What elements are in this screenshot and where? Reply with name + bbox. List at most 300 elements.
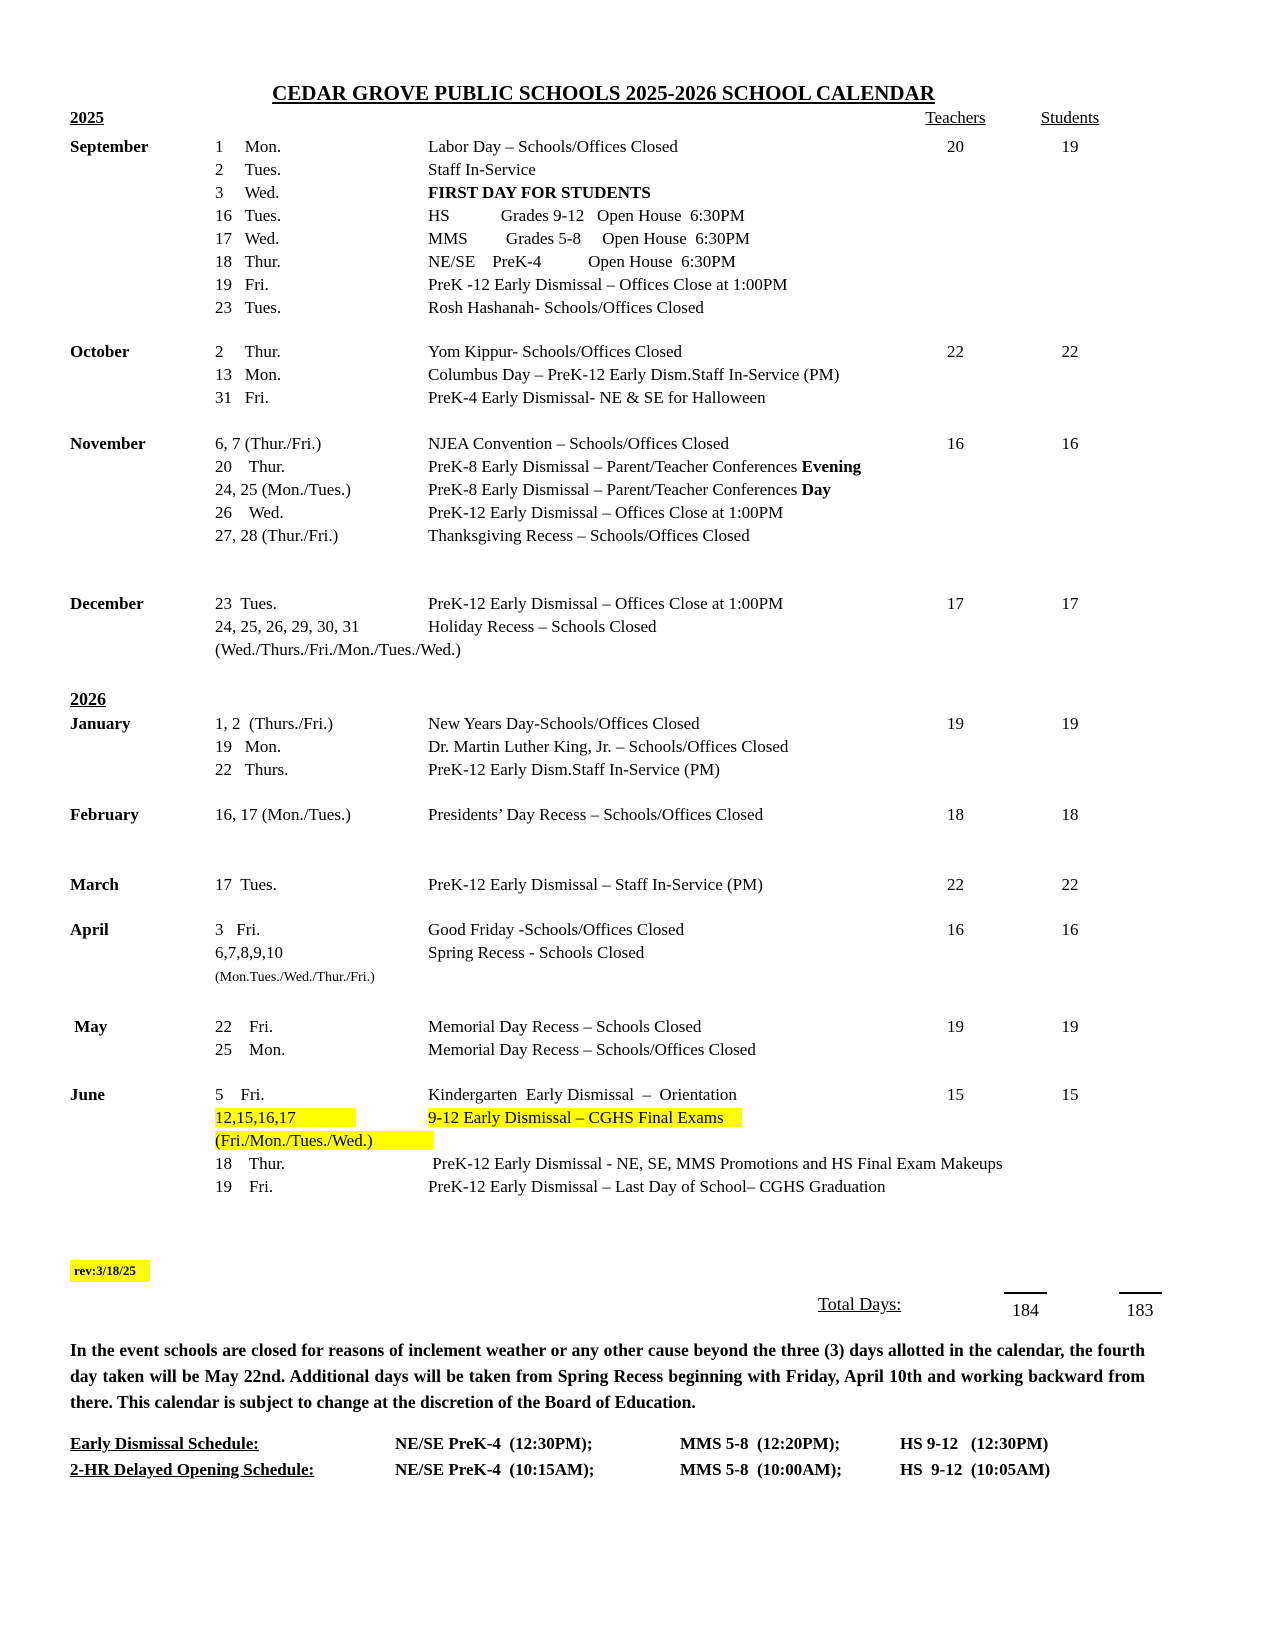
- date-text: 5 Fri.: [215, 1085, 265, 1104]
- calendar-row: [70, 135, 1207, 158]
- event-cell: [428, 918, 908, 941]
- month-label-spacer: [70, 1038, 215, 1061]
- schedule-label-text: 2-HR Delayed Opening Schedule:: [70, 1460, 315, 1479]
- teachers-days-count: 22: [947, 875, 964, 894]
- teachers-days-count: [908, 1175, 1003, 1198]
- students-days-count: [1003, 941, 1137, 964]
- students-days-count: 22: [1061, 875, 1079, 894]
- schedule-hs-time: HS 9-12 (12:30PM): [900, 1434, 1049, 1453]
- students-days-count: [1003, 524, 1137, 547]
- event-text: MMS Grades 5-8 Open House 6:30PM: [428, 229, 751, 248]
- event-text: PreK -12 Early Dismissal – Offices Close at 1:00PM: [428, 275, 788, 294]
- students-days-count: [1003, 181, 1137, 204]
- students-days-count: [1003, 1038, 1137, 1061]
- calendar-row: [70, 181, 1207, 204]
- teachers-days-count: [908, 204, 1003, 227]
- event-text: Kindergarten Early Dismissal – Orientation: [428, 1085, 737, 1104]
- event-cell: [428, 592, 908, 615]
- schedule-label-text: Early Dismissal Schedule:: [70, 1434, 259, 1453]
- total-days-row: [70, 1292, 1207, 1323]
- event-cell: [428, 455, 908, 478]
- teachers-days-count: [908, 386, 1003, 409]
- event-text: FIRST DAY FOR STUDENTS: [428, 183, 651, 202]
- revision-badge: rev:3/18/25: [70, 1260, 150, 1282]
- event-text: NE/SE PreK-4 Open House 6:30PM: [428, 252, 736, 271]
- calendar-row: [70, 1038, 1207, 1061]
- calendar-row: [70, 758, 1207, 781]
- month-label-spacer: [70, 615, 215, 638]
- date-text: (Mon.Tues./Wed./Thur./Fri.): [215, 970, 375, 985]
- date-cell: [215, 227, 428, 250]
- total-days-label: Total Days:: [818, 1294, 902, 1314]
- date-cell: [215, 386, 428, 409]
- date-text: 16, 17 (Mon./Tues.): [215, 805, 351, 824]
- event-cell: [428, 615, 908, 638]
- date-text: 24, 25, 26, 29, 30, 31: [215, 617, 360, 636]
- date-text: 13 Mon.: [215, 365, 282, 384]
- inclement-weather-note: In the event schools are closed for reasons of inclement weather or any other cause beyond the three (3) days allotted in the calendar, the fourth day taken will be May 22nd. Additional days will be taken from Spring Recess beginning with Friday, April 10th and working backward from there. This calendar is subject to change at the discretion of the Board of Education.: [70, 1340, 1145, 1412]
- event-text: PreK-12 Early Dism.Staff In-Service (PM): [428, 760, 720, 779]
- teachers-days-count: [908, 524, 1003, 547]
- teachers-days-count: [908, 227, 1003, 250]
- header-spacer: [428, 106, 908, 129]
- month-label-spacer: [70, 227, 215, 250]
- students-days-count: [1003, 1129, 1137, 1152]
- calendar-row: [70, 501, 1207, 524]
- calendar-row: [70, 638, 1207, 661]
- event-cell: [428, 1175, 908, 1198]
- teachers-days-count: 16: [947, 434, 964, 453]
- teachers-days-count: [908, 1129, 1003, 1152]
- date-cell: [215, 432, 428, 455]
- month-section: [70, 592, 1207, 661]
- teachers-days-count: 19: [947, 714, 964, 733]
- schedule-row: [70, 1431, 1207, 1457]
- year-label-text: 2026: [70, 689, 106, 709]
- month-label: May: [70, 1017, 108, 1036]
- students-column-header: Students: [1040, 108, 1100, 127]
- date-text: 19 Fri.: [215, 1177, 274, 1196]
- students-days-count: [1003, 455, 1137, 478]
- teachers-days-count: [908, 181, 1003, 204]
- schedule-mms-time: MMS 5-8 (10:00AM);: [680, 1460, 842, 1479]
- date-text: 17 Wed.: [215, 229, 280, 248]
- calendar-row: [70, 1152, 1207, 1175]
- date-cell: [215, 340, 428, 363]
- page-title-text: CEDAR GROVE PUBLIC SCHOOLS 2025-2026 SCHOOL CALENDAR: [272, 81, 935, 105]
- calendar-row: [70, 204, 1207, 227]
- students-days-count: [1003, 273, 1137, 296]
- month-section: [70, 135, 1207, 319]
- event-cell: [428, 638, 908, 661]
- date-text: 19 Mon.: [215, 737, 282, 756]
- month-label-spacer: [70, 181, 215, 204]
- date-cell: [215, 1015, 428, 1038]
- date-text: 27, 28 (Thur./Fri.): [215, 526, 339, 545]
- month-section: [70, 918, 1207, 989]
- event-cell: [428, 1015, 908, 1038]
- month-label-spacer: [70, 1129, 215, 1152]
- total-teachers-days: 184: [978, 1292, 1073, 1323]
- month-label: September: [70, 137, 149, 156]
- event-cell: [428, 873, 908, 896]
- event-cell: [428, 478, 908, 501]
- calendar-row: [70, 1015, 1207, 1038]
- date-text: 2 Thur.: [215, 342, 281, 361]
- students-days-count: [1003, 1175, 1137, 1198]
- event-text: New Years Day-Schools/Offices Closed: [428, 714, 700, 733]
- month-label-spacer: [70, 158, 215, 181]
- event-cell: [428, 964, 908, 989]
- month-label-spacer: [70, 386, 215, 409]
- date-text: 6,7,8,9,10: [215, 943, 283, 962]
- event-cell: [428, 250, 908, 273]
- students-days-count: 16: [1061, 920, 1079, 939]
- event-text: 9-12 Early Dismissal – CGHS Final Exams: [428, 1108, 742, 1127]
- page-title: [70, 80, 1137, 106]
- event-text: PreK-12 Early Dismissal – Staff In-Service (PM): [428, 875, 763, 894]
- event-cell: [428, 296, 908, 319]
- month-label-spacer: [70, 478, 215, 501]
- month-label-spacer: [70, 964, 215, 989]
- teachers-days-count: 17: [947, 594, 964, 613]
- calendar-row: [70, 592, 1207, 615]
- month-label-spacer: [70, 1152, 215, 1175]
- revision-line: [70, 1260, 1207, 1282]
- event-text: PreK-8 Early Dismissal – Parent/Teacher Conferences: [428, 480, 802, 499]
- date-cell: [215, 158, 428, 181]
- date-text: 6, 7 (Thur./Fri.): [215, 434, 322, 453]
- calendar-row: [70, 615, 1207, 638]
- event-text: PreK-4 Early Dismissal- NE & SE for Halloween: [428, 388, 766, 407]
- calendar-row: [70, 941, 1207, 964]
- month-label-spacer: [70, 296, 215, 319]
- date-text: 22 Fri.: [215, 1017, 274, 1036]
- month-label-spacer: [70, 501, 215, 524]
- month-label: February: [70, 805, 139, 824]
- month-label: January: [70, 714, 131, 733]
- event-text: Rosh Hashanah- Schools/Offices Closed: [428, 298, 704, 317]
- calendar-row: [70, 803, 1207, 826]
- calendar-row: [70, 712, 1207, 735]
- event-cell: [428, 1038, 908, 1061]
- month-section: [70, 432, 1207, 547]
- teachers-days-count: [908, 478, 1003, 501]
- event-text: Good Friday -Schools/Offices Closed: [428, 920, 685, 939]
- date-cell: [215, 273, 428, 296]
- students-days-count: [1003, 615, 1137, 638]
- teachers-days-count: [908, 615, 1003, 638]
- month-section: [70, 873, 1207, 896]
- date-text: 31 Fri.: [215, 388, 269, 407]
- event-cell: [428, 273, 908, 296]
- column-header-row: [70, 106, 1207, 129]
- students-days-count: [1003, 478, 1137, 501]
- teachers-days-count: [908, 1106, 1003, 1129]
- schedule-label: [70, 1431, 395, 1457]
- month-label-spacer: [70, 1106, 215, 1129]
- date-cell: [215, 712, 428, 735]
- students-days-count: 15: [1061, 1085, 1079, 1104]
- month-section: [70, 1083, 1207, 1198]
- teachers-column-header: Teachers: [925, 108, 986, 127]
- event-text: PreK-12 Early Dismissal – Last Day of School– CGHS Graduation: [428, 1177, 886, 1196]
- students-days-count: [1003, 158, 1137, 181]
- date-cell: [215, 1038, 428, 1061]
- event-cell: [428, 158, 908, 181]
- event-text: Presidents’ Day Recess – Schools/Offices Closed: [428, 805, 764, 824]
- event-cell: [428, 803, 908, 826]
- month-label: April: [70, 920, 109, 939]
- students-days-count: 17: [1061, 594, 1079, 613]
- year-label: [70, 687, 1207, 712]
- students-days-count: [1003, 501, 1137, 524]
- event-text: HS Grades 9-12 Open House 6:30PM: [428, 206, 745, 225]
- schedule-row: [70, 1457, 1207, 1483]
- calendar-row: [70, 1106, 1207, 1129]
- teachers-days-count: 22: [947, 342, 964, 361]
- date-cell: [215, 478, 428, 501]
- event-text: Memorial Day Recess – Schools/Offices Closed: [428, 1040, 756, 1059]
- teachers-days-count: 19: [947, 1017, 964, 1036]
- month-section: [70, 1015, 1207, 1061]
- event-text: PreK-12 Early Dismissal – Offices Close at 1:00PM: [428, 503, 784, 522]
- event-text: Dr. Martin Luther King, Jr. – Schools/Offices Closed: [428, 737, 789, 756]
- calendar-row: [70, 1083, 1207, 1106]
- month-label-spacer: [70, 638, 215, 661]
- date-text: 3 Wed.: [215, 183, 280, 202]
- month-label-spacer: [70, 524, 215, 547]
- date-cell: [215, 501, 428, 524]
- total-spacer: [70, 1292, 818, 1323]
- event-text-bold-tail: Day: [801, 480, 831, 499]
- date-cell: [215, 135, 428, 158]
- event-text: Memorial Day Recess – Schools Closed: [428, 1017, 702, 1036]
- event-cell: [428, 135, 908, 158]
- event-cell: [428, 1152, 1003, 1175]
- students-days-count: [1003, 964, 1137, 989]
- event-text: Columbus Day – PreK-12 Early Dism.Staff In-Service (PM): [428, 365, 840, 384]
- calendar-row: [70, 250, 1207, 273]
- students-days-count: [1003, 386, 1137, 409]
- date-text: 16 Tues.: [215, 206, 282, 225]
- date-cell: [215, 363, 428, 386]
- students-days-count: [1003, 250, 1137, 273]
- month-label-spacer: [70, 204, 215, 227]
- date-text: 22 Thurs.: [215, 760, 289, 779]
- date-text: 17 Tues.: [215, 875, 277, 894]
- date-text: 18 Thur.: [215, 252, 281, 271]
- date-cell: [215, 918, 428, 941]
- schedule-nese-time: NE/SE PreK-4 (10:15AM);: [395, 1460, 595, 1479]
- teachers-days-count: [908, 1152, 1003, 1175]
- date-cell: [215, 524, 428, 547]
- date-cell: [215, 1152, 428, 1175]
- event-cell: [428, 1129, 908, 1152]
- date-text: (Wed./Thurs./Fri./Mon./Tues./Wed.): [215, 640, 461, 659]
- month-label: March: [70, 875, 119, 894]
- date-text: 1, 2 (Thurs./Fri.): [215, 714, 334, 733]
- teachers-days-count: [908, 638, 1003, 661]
- date-cell: [215, 181, 428, 204]
- month-section: [70, 340, 1207, 409]
- event-text: PreK-12 Early Dismissal - NE, SE, MMS Promotions and HS Final Exam Makeups: [428, 1154, 1003, 1173]
- month-label-spacer: [70, 1175, 215, 1198]
- event-text: Spring Recess - Schools Closed: [428, 943, 645, 962]
- date-text: 23 Tues.: [215, 298, 282, 317]
- header-spacer: [215, 106, 428, 129]
- students-days-count: 19: [1061, 1017, 1079, 1036]
- date-cell: [215, 204, 428, 227]
- event-cell: [428, 501, 908, 524]
- date-cell: [215, 1175, 428, 1198]
- event-text: Staff In-Service: [428, 160, 536, 179]
- event-cell: [428, 227, 908, 250]
- students-days-count: [1003, 204, 1137, 227]
- schedule-label: [70, 1457, 395, 1483]
- date-text: 26 Wed.: [215, 503, 284, 522]
- date-cell: [215, 803, 428, 826]
- date-text: 1 Mon.: [215, 137, 282, 156]
- event-cell: [428, 181, 908, 204]
- date-text: 23 Tues.: [215, 594, 277, 613]
- event-text: PreK-8 Early Dismissal – Parent/Teacher Conferences: [428, 457, 802, 476]
- students-days-count: 16: [1061, 434, 1079, 453]
- month-label-spacer: [70, 941, 215, 964]
- calendar-row: [70, 964, 1207, 989]
- event-text: Yom Kippur- Schools/Offices Closed: [428, 342, 683, 361]
- date-text: 12,15,16,17: [215, 1108, 356, 1127]
- date-text: 19 Fri.: [215, 275, 269, 294]
- calendar-row: [70, 158, 1207, 181]
- event-cell: [428, 1083, 908, 1106]
- teachers-days-count: [908, 735, 1003, 758]
- dismissal-schedules: [70, 1431, 1207, 1483]
- event-text: Labor Day – Schools/Offices Closed: [428, 137, 678, 156]
- date-cell: [215, 964, 428, 989]
- calendar-row: [70, 478, 1207, 501]
- month-label-spacer: [70, 735, 215, 758]
- calendar-row: [70, 273, 1207, 296]
- date-text: 3 Fri.: [215, 920, 261, 939]
- event-cell: [428, 432, 908, 455]
- teachers-days-count: [908, 501, 1003, 524]
- month-label: October: [70, 342, 130, 361]
- month-label: November: [70, 434, 146, 453]
- calendar-row: [70, 386, 1207, 409]
- students-days-count: 19: [1061, 714, 1079, 733]
- students-days-count: [1003, 1106, 1137, 1129]
- month-label-spacer: [70, 273, 215, 296]
- calendar-row: [70, 227, 1207, 250]
- date-cell: [215, 941, 428, 964]
- year-label: [70, 106, 215, 129]
- calendar-row: [70, 524, 1207, 547]
- teachers-days-count: [908, 363, 1003, 386]
- students-days-count: [1003, 638, 1137, 661]
- teachers-days-count: [908, 296, 1003, 319]
- teachers-days-count: [908, 250, 1003, 273]
- teachers-days-count: 16: [947, 920, 964, 939]
- teachers-days-count: [908, 158, 1003, 181]
- students-days-count: [1003, 735, 1137, 758]
- teachers-days-count: 18: [947, 805, 964, 824]
- date-text: 25 Mon.: [215, 1040, 286, 1059]
- event-cell: [428, 363, 908, 386]
- date-cell: [215, 873, 428, 896]
- event-cell: [428, 204, 908, 227]
- teachers-days-count: [908, 941, 1003, 964]
- month-section: [70, 803, 1207, 826]
- event-text: Holiday Recess – Schools Closed: [428, 617, 657, 636]
- event-cell: [428, 1106, 908, 1129]
- event-text-bold-tail: Evening: [801, 457, 862, 476]
- students-days-count: 19: [1061, 137, 1079, 156]
- teachers-days-count: [908, 758, 1003, 781]
- students-days-count: 22: [1061, 342, 1079, 361]
- event-cell: [428, 524, 908, 547]
- date-text: 24, 25 (Mon./Tues.): [215, 480, 351, 499]
- schedule-mms-time: MMS 5-8 (12:20PM);: [680, 1434, 841, 1453]
- calendar-row: [70, 432, 1207, 455]
- event-cell: [428, 735, 908, 758]
- teachers-days-count: 15: [947, 1085, 964, 1104]
- calendar-row: [70, 455, 1207, 478]
- date-cell: [215, 296, 428, 319]
- date-cell: [215, 615, 428, 638]
- students-days-count: [1003, 363, 1137, 386]
- month-section: [70, 712, 1207, 781]
- event-cell: [428, 386, 908, 409]
- event-text: Thanksgiving Recess – Schools/Offices Closed: [428, 526, 750, 545]
- date-cell: [215, 250, 428, 273]
- teachers-days-count: [908, 1038, 1003, 1061]
- date-text: 18 Thur.: [215, 1154, 286, 1173]
- calendar-row: [70, 363, 1207, 386]
- schedule-nese-time: NE/SE PreK-4 (12:30PM);: [395, 1434, 593, 1453]
- calendar-body: [70, 135, 1207, 1198]
- date-cell: [215, 592, 428, 615]
- students-days-count: [1003, 758, 1137, 781]
- students-days-count: [1003, 296, 1137, 319]
- date-cell: [215, 735, 428, 758]
- event-text: PreK-12 Early Dismissal – Offices Close at 1:00PM: [428, 594, 784, 613]
- calendar-row: [70, 735, 1207, 758]
- teachers-days-count: [908, 964, 1003, 989]
- calendar-row: [70, 918, 1207, 941]
- calendar-row: [70, 873, 1207, 896]
- schedule-hs-time: HS 9-12 (10:05AM): [900, 1460, 1051, 1479]
- event-text: NJEA Convention – Schools/Offices Closed: [428, 434, 729, 453]
- total-students-days: 183: [1073, 1292, 1207, 1323]
- teachers-days-count: [908, 455, 1003, 478]
- teachers-days-count: 20: [947, 137, 964, 156]
- students-days-count: 18: [1061, 805, 1079, 824]
- date-text: 2 Tues.: [215, 160, 282, 179]
- date-cell: [215, 455, 428, 478]
- teachers-days-count: [908, 273, 1003, 296]
- date-cell: [215, 1106, 428, 1129]
- month-label-spacer: [70, 363, 215, 386]
- date-text: (Fri./Mon./Tues./Wed.): [215, 1131, 433, 1150]
- month-label: December: [70, 594, 144, 613]
- students-days-count: [1003, 1152, 1137, 1175]
- month-label-spacer: [70, 455, 215, 478]
- calendar-row: [70, 296, 1207, 319]
- month-label-spacer: [70, 758, 215, 781]
- month-label: June: [70, 1085, 105, 1104]
- date-cell: [215, 1129, 428, 1152]
